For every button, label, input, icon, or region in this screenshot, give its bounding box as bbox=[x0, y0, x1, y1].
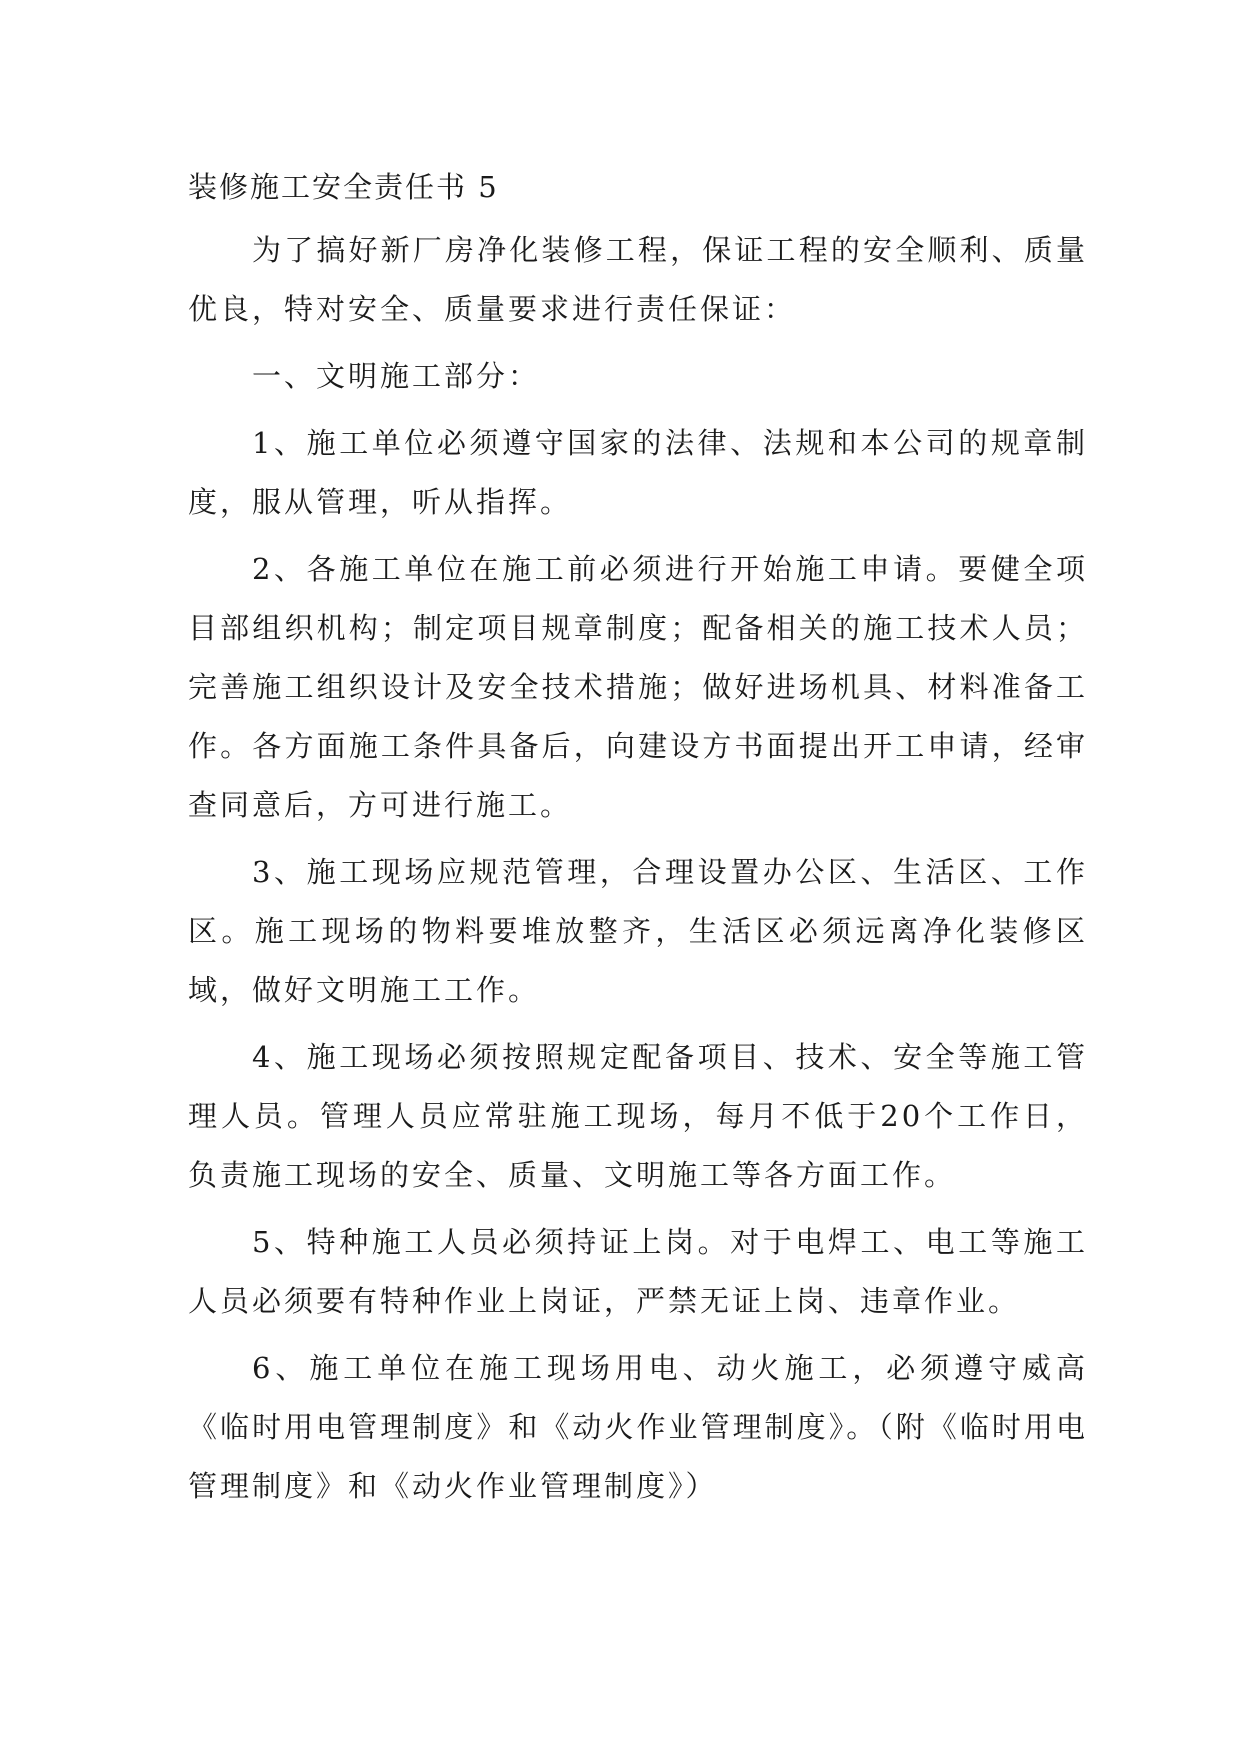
clause-6: 6、施工单位在施工现场用电、动火施工，必须遵守威高《临时用电管理制度》和《动火作业管理制度》。（附《临时用电管理制度》和《动火作业管理制度》） bbox=[188, 1351, 1088, 1503]
clause-5: 5、特种施工人员必须持证上岗。对于电焊工、电工等施工人员必须要有特种作业上岗证，严禁无证上岗、违章作业。 bbox=[188, 1225, 1088, 1318]
document-body bbox=[188, 158, 1088, 1516]
clause-2: 2、各施工单位在施工前必须进行开始施工申请。要健全项目部组织机构；制定项目规章制度；配备相关的施工技术人员；完善施工组织设计及安全技术措施；做好进场机具、材料准备工作。各方面施工条件具备后，向建设方书面提出开工申请，经审查同意后，方可进行施工。 bbox=[188, 552, 1088, 822]
clause-4: 4、施工现场必须按照规定配备项目、技术、安全等施工管理人员。管理人员应常驻施工现场，每月不低于20个工作日，负责施工现场的安全、质量、文明施工等各方面工作。 bbox=[188, 1040, 1088, 1192]
clause-3: 3、施工现场应规范管理，合理设置办公区、生活区、工作区。施工现场的物料要堆放整齐，生活区必须远离净化装修区域，做好文明施工工作。 bbox=[188, 855, 1088, 1007]
section-heading-civilized-construction: 一、文明施工部分： bbox=[252, 359, 541, 393]
paragraph-intro: 为了搞好新厂房净化装修工程，保证工程的安全顺利、质量优良，特对安全、质量要求进行责任保证： bbox=[188, 233, 1088, 326]
clause-1: 1、施工单位必须遵守国家的法律、法规和本公司的规章制度，服从管理，听从指挥。 bbox=[188, 426, 1088, 519]
document-title: 装修施工安全责任书 5 bbox=[188, 170, 499, 204]
